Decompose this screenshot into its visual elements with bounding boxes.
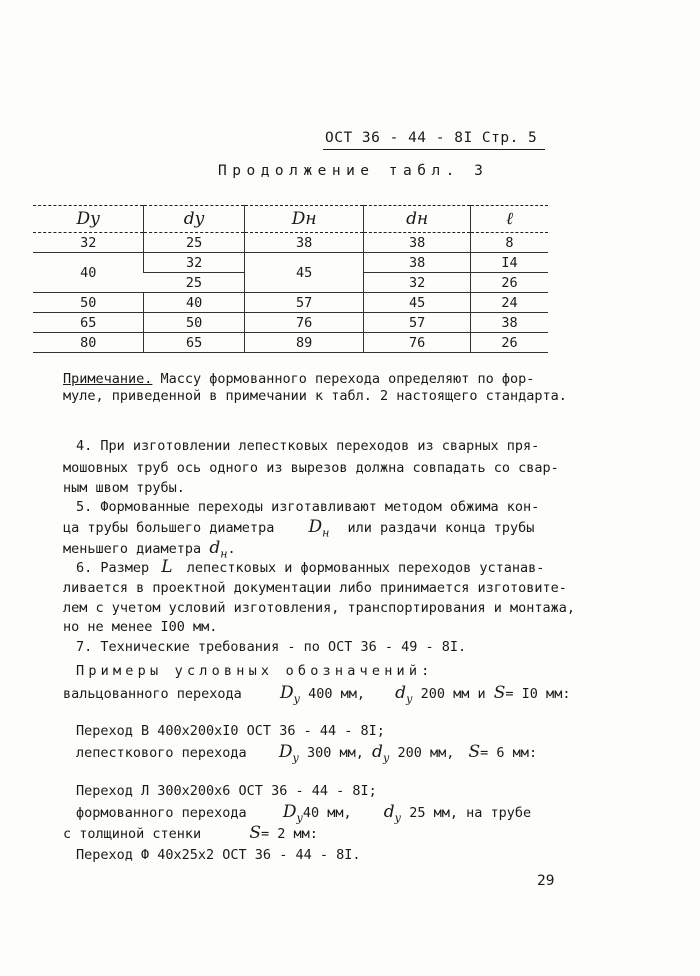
table-cell: 65 — [144, 333, 245, 353]
table-cell: 50 — [33, 293, 144, 313]
col-header-Dn: Dн — [244, 206, 363, 233]
symbol-dy: $d_у$ — [395, 683, 413, 706]
document-reference: ОСТ 36 - 44 - 8I Стр. 5 — [325, 130, 538, 146]
item-5-line-3: меньшего диаметра $d_н$. — [63, 538, 236, 561]
table-row — [33, 293, 548, 313]
example-1-designation: Переход В 400х200хI0 ОСТ 36 - 44 - 8I; — [76, 723, 385, 739]
table-cell: 8 — [471, 233, 549, 253]
symbol-Dy: $D_у$ — [278, 742, 299, 765]
table-cell: 89 — [244, 333, 363, 353]
table-header-row — [33, 206, 548, 233]
note-text-line2: муле, приведенной в примечании к табл. 2 настоящего стандарта. — [63, 388, 567, 404]
table-cell: 32 — [33, 233, 144, 253]
note-text: Массу формованного перехода определяют по фор- — [152, 371, 535, 387]
header-underline — [323, 149, 545, 150]
symbol-L: L — [161, 557, 173, 577]
table-cell: 50 — [144, 313, 245, 333]
table-cell: 32 — [144, 253, 245, 273]
example-2-condition: лепесткового перехода $D_у$ 300 мм, $d_у$ 200 мм, S= 6 мм: — [76, 742, 538, 765]
table-cell: 76 — [244, 313, 363, 333]
symbol-dn: $d_н$ — [209, 538, 228, 561]
table-cell: I4 — [471, 253, 549, 273]
table-row — [33, 253, 548, 273]
table-cell: 80 — [33, 333, 144, 353]
symbol-Dy: $D_у$ — [282, 802, 303, 825]
item-6-line-1: 6. Размер L лепестковых и формованных переходов устанав- — [76, 557, 545, 577]
table-cell: 45 — [364, 293, 471, 313]
table-row — [33, 333, 548, 353]
page-number: 29 — [537, 873, 555, 889]
symbol-dy: $d_у$ — [372, 742, 390, 765]
table-cell: 38 — [364, 233, 471, 253]
symbol-Dn: $D_н$ — [308, 517, 330, 540]
table-cell: 57 — [244, 293, 363, 313]
table-cell: 26 — [471, 333, 549, 353]
example-1-condition: вальцованного перехода $D_у$ 400 мм, $d_у$ 200 мм и S= I0 мм: — [63, 683, 571, 706]
item-4-line-3: ным швом трубы. — [63, 480, 185, 496]
dimensions-table — [33, 205, 548, 353]
item-6-line-2: ливается в проектной документации либо принимается изготовите- — [63, 580, 567, 596]
table-cell: 25 — [144, 273, 245, 293]
table-continuation-title: Продолжение табл. 3 — [218, 163, 489, 179]
item-6-line-4: но не менее I00 мм. — [63, 619, 218, 635]
table-row — [33, 233, 548, 253]
table-cell: 40 — [33, 253, 144, 293]
table-cell: 45 — [244, 253, 363, 293]
table-row — [33, 313, 548, 333]
example-3-designation: Переход Ф 40х25х2 ОСТ 36 - 44 - 8I. — [76, 847, 361, 863]
example-2-designation: Переход Л 300х200х6 ОСТ 36 - 44 - 8I; — [76, 783, 377, 799]
item-5-line-2: ца трубы большего диаметра $D_н$ или раздачи конца трубы — [63, 517, 535, 540]
table-cell: 38 — [244, 233, 363, 253]
table-cell: 24 — [471, 293, 549, 313]
table-cell: 38 — [364, 253, 471, 273]
table-note — [63, 371, 567, 405]
table-cell: 32 — [364, 273, 471, 293]
table-cell: 57 — [364, 313, 471, 333]
symbol-S: S — [468, 742, 481, 762]
table-cell: 26 — [471, 273, 549, 293]
col-header-dy: dу — [144, 206, 245, 233]
item-4-line-1: 4. При изготовлении лепестковых переходов из сварных пря- — [76, 438, 540, 454]
col-header-l: ℓ — [471, 206, 549, 233]
col-header-dn: dн — [364, 206, 471, 233]
symbol-S: S — [493, 683, 506, 703]
table-cell: 38 — [471, 313, 549, 333]
col-header-Dy: Dу — [33, 206, 144, 233]
note-label: Примечание. — [63, 371, 153, 387]
table-cell: 40 — [144, 293, 245, 313]
symbol-Dy: $D_у$ — [279, 683, 300, 706]
example-3-condition: формованного перехода $D_у40$ мм, $d_у$ 25 мм, на трубе — [76, 802, 532, 825]
example-3-condition-line2: с толщиной стенки S= 2 мм: — [63, 823, 318, 843]
item-7: 7. Технические требования - по ОСТ 36 - 49 - 8I. — [76, 639, 467, 655]
table-cell: 25 — [144, 233, 245, 253]
examples-title: Примеры условных обозначений: — [76, 663, 434, 679]
table-cell: 65 — [33, 313, 144, 333]
table-cell: 76 — [364, 333, 471, 353]
item-4-line-2: мошовных труб ось одного из вырезов должна совпадать со свар- — [63, 460, 559, 476]
item-6-line-3: лем с учетом условий изготовления, транспортирования и монтажа, — [63, 600, 576, 616]
symbol-dy: $d_у$ — [383, 802, 402, 825]
item-5-line-1: 5. Формованные переходы изготавливают методом обжима кон- — [76, 499, 540, 515]
symbol-S: S — [249, 823, 261, 843]
